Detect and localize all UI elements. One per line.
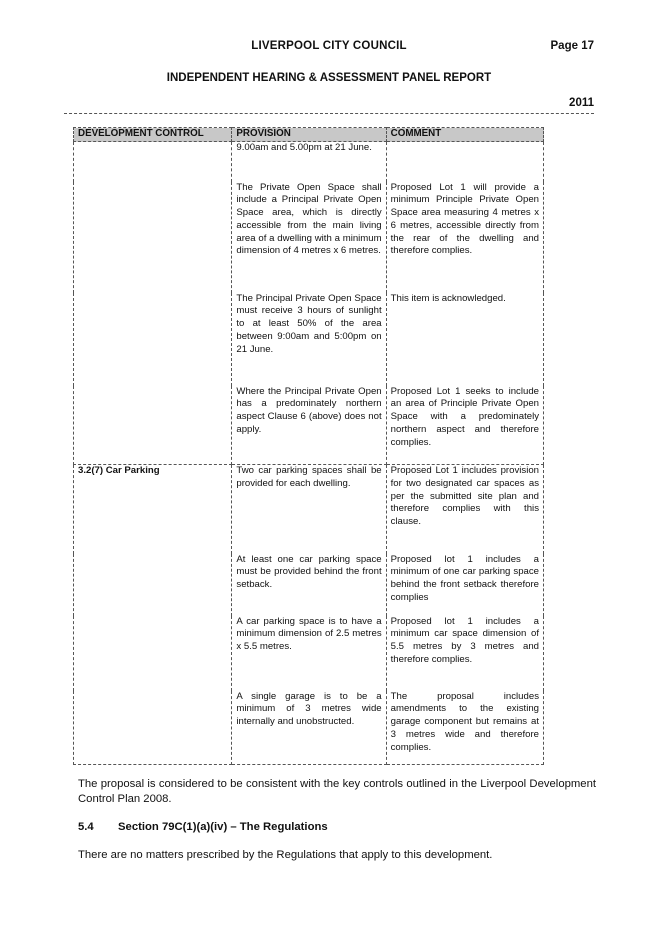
conclusion-paragraph: The proposal is considered to be consistent with the key controls outlined in the Liverpool Development Control Plan 2008. [78, 778, 596, 805]
control-cell [74, 691, 232, 765]
provision-cell: Two car parking spaces shall be provided for each dwelling. [232, 465, 386, 554]
development-control-table [73, 127, 544, 765]
table-header-row [74, 128, 544, 142]
comment-cell: This item is acknowledged. [386, 293, 543, 386]
header-report-title: INDEPENDENT HEARING & ASSESSMENT PANEL REPORT [166, 72, 492, 84]
table-row [74, 465, 544, 554]
provision-cell: Where the Principal Private Open has a predominately northern aspect Clause 6 (above) does not apply. [232, 386, 386, 465]
comment-cell: Proposed lot 1 includes a minimum car space dimension of 5.5 metres by 3 metres and therefore complies. [386, 616, 543, 691]
table-row [74, 554, 544, 616]
comment-cell: Proposed Lot 1 seeks to include an area of Principle Private Open Space with a predominately northern aspect and therefore complies. [386, 386, 543, 465]
comment-cell: Proposed Lot 1 will provide a minimum Principle Private Open Space area measuring 4 metres x 6 metres, accessible directly from the rear of the dwelling and therefore complies. [386, 182, 543, 293]
section-heading [78, 821, 328, 833]
comment-cell: The proposal includes amendments to the existing garage component but remains at 3 metres wide and therefore complies. [386, 691, 543, 765]
control-cell: 3.2(7) Car Parking [74, 465, 232, 554]
control-cell [74, 616, 232, 691]
control-cell [74, 182, 232, 293]
table-row [74, 182, 544, 293]
control-cell [74, 293, 232, 386]
column-header-provision: PROVISION [232, 128, 386, 142]
header-divider [64, 113, 594, 114]
header-council-name: LIVERPOOL CITY COUNCIL [251, 40, 407, 52]
table-row [74, 142, 544, 182]
provision-cell: At least one car parking space must be provided behind the front setback. [232, 554, 386, 616]
table-row [74, 616, 544, 691]
comment-cell: Proposed lot 1 includes a minimum of one car parking space behind the front setback therefore complies [386, 554, 543, 616]
table-row [74, 293, 544, 386]
provision-cell: The Private Open Space shall include a Principal Private Open Space area, which is directly accessible from the main living area of a dwelling with a minimum dimension of 4 metres x 6 metres. [232, 182, 386, 293]
provision-cell: The Principal Private Open Space must receive 3 hours of sunlight to at least 50% of the area between 9:00am and 5:00pm on 21 June. [232, 293, 386, 386]
control-cell [74, 142, 232, 182]
section-number: 5.4 [78, 821, 94, 833]
provision-cell: 9.00am and 5.00pm at 21 June. [232, 142, 386, 182]
comment-cell [386, 142, 543, 182]
column-header-development-control: DEVELOPMENT CONTROL [74, 128, 232, 142]
section-title: Section 79C(1)(a)(iv) – The Regulations [118, 821, 328, 833]
regulations-paragraph: There are no matters prescribed by the Regulations that apply to this development. [78, 849, 493, 861]
header-page-number: Page 17 [550, 40, 594, 52]
control-cell [74, 554, 232, 616]
control-cell [74, 386, 232, 465]
table-row [74, 691, 544, 765]
column-header-comment: COMMENT [386, 128, 543, 142]
comment-cell: Proposed Lot 1 includes provision for two designated car spaces as per the submitted site plan and therefore complies with this clause. [386, 465, 543, 554]
provision-cell: A single garage is to be a minimum of 3 metres wide internally and unobstructed. [232, 691, 386, 765]
header-year: 2011 [569, 97, 594, 109]
provision-cell: A car parking space is to have a minimum dimension of 2.5 metres x 5.5 metres. [232, 616, 386, 691]
table-row [74, 386, 544, 465]
